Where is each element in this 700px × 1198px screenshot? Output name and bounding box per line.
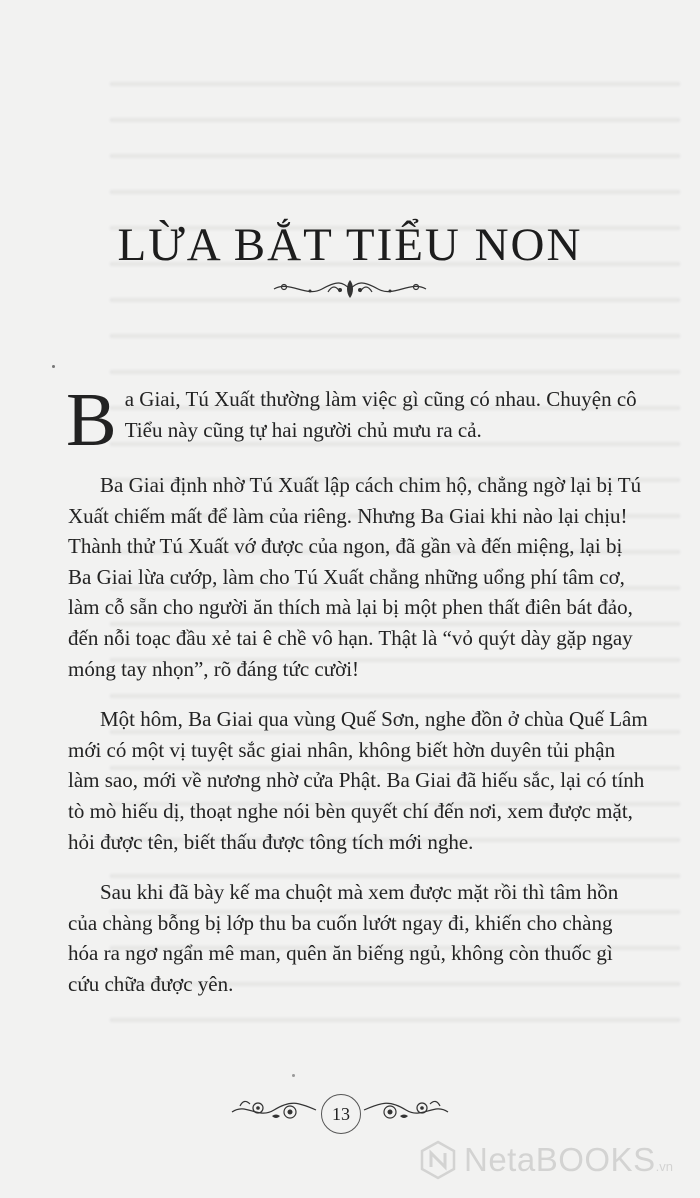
paragraph-text: a Giai, Tú Xuất thường làm việc gì cũng có nhau. Chuyện cô Tiểu này cũng tự hai người chủ mưu ra cả. bbox=[124, 387, 637, 442]
paper-speck bbox=[52, 365, 55, 368]
paragraph bbox=[66, 378, 648, 462]
neta-logo-icon bbox=[418, 1140, 458, 1180]
watermark bbox=[418, 1140, 673, 1180]
paragraph: Ba Giai định nhờ Tú Xuất lập cách chim hộ, chẳng ngờ lại bị Tú Xuất chiếm mất để làm của riêng. Nhưng Ba Giai khi nào lại chịu! Thành thử Tú Xuất vớ được của ngon, đã gần và đến miệng, lại bị Ba Giai lừa cướp, làm cho Tú Xuất chẳng những uổng phí tâm cơ, làm cỗ sẵn cho người ăn thích mà lại bị một phen thất điên bát đảo, đến nỗi toạc đầu xẻ tai ê chề vô hạn. Thật là “vỏ quýt dày gặp ngay móng tay nhọn”, rõ đáng tức cười! bbox=[68, 473, 642, 681]
watermark-brand: NetaBOOKS bbox=[464, 1141, 656, 1178]
drop-cap: B bbox=[66, 378, 117, 462]
paragraph: Sau khi đã bày kế ma chuột mà xem được mặt rồi thì tâm hồn của chàng bỗng bị lớp thu ba cuốn lướt ngay đi, khiến cho chàng hóa ra ngơ ngẩn mê man, quên ăn biếng ngủ, không còn thuốc gì cứu chữa được yên. bbox=[68, 880, 619, 996]
chapter-title: LỪA BẮT TIỂU NON bbox=[117, 219, 583, 271]
paper-speck bbox=[292, 1074, 295, 1077]
watermark-tld: .vn bbox=[655, 1159, 673, 1174]
chapter-body bbox=[66, 378, 648, 1020]
paragraph: Một hôm, Ba Giai qua vùng Quế Sơn, nghe đồn ở chùa Quế Lâm mới có một vị tuyệt sắc giai nhân, không biết hờn duyên tủi phận làm sao, mới về nương nhờ cửa Phật. Ba Giai đã hiếu sắc, lại có tính tò mò hiếu dị, thoạt nghe nói bèn quyết chí đến nơi, xem được mặt, hỏi được tên, biết thấu được tông tích mới nghe. bbox=[68, 707, 648, 854]
page-number: 13 bbox=[321, 1094, 361, 1134]
title-ornament-icon bbox=[270, 276, 430, 302]
